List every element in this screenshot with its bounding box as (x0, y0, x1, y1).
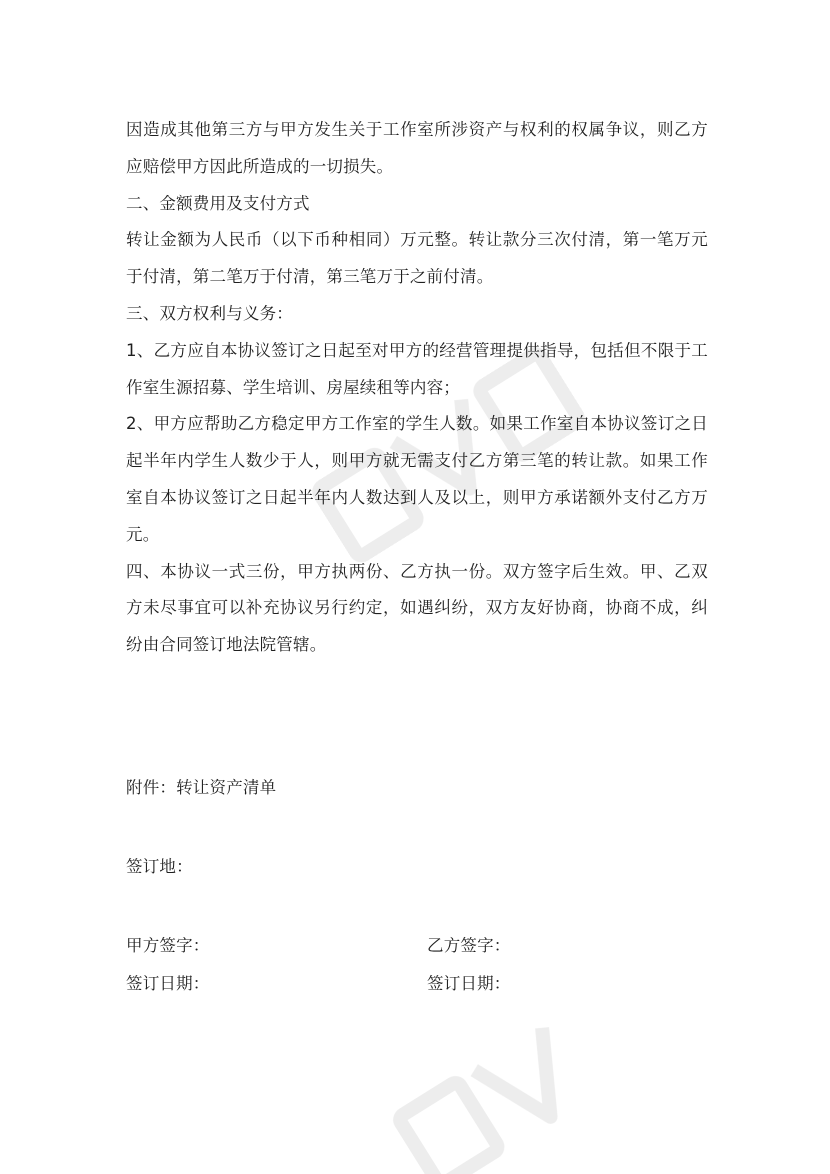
party-a-date-label: 签订日期： (126, 974, 210, 993)
paragraph-clause-2: 2、甲方应帮助乙方稳定甲方工作室的学生人数。如果工作室自本协议签订之日起半年内学生人数少于人，则甲方就无需支付乙方第三笔的转让款。如果工作室自本协议签订之日起半年内人数达到人及以上，则甲方承诺额外支付乙方万元。 (126, 414, 708, 544)
paragraph-clause-4: 四、本协议一式三份，甲方执两份、乙方执一份。双方签字后生效。甲、乙双方未尽事宜可以补充协议另行约定，如遇纠纷，双方友好协商，协商不成，纠纷由合同签订地法院管辖。 (126, 561, 708, 655)
party-b-date-label: 签订日期： (427, 974, 511, 993)
paragraph-clause-1: 1、乙方应自本协议签订之日起至对甲方的经营管理提供指导，包括但不限于工作室生源招募、学生培训、房屋续租等内容； (126, 340, 708, 397)
party-b-signature-label: 乙方签字： (427, 936, 511, 955)
section-heading-fees: 二、金额费用及支付方式 (126, 193, 310, 213)
signing-place-label: 签订地： (126, 857, 193, 876)
section-heading-rights: 三、双方权利与义务： (126, 303, 293, 323)
party-a-signature-label: 甲方签字： (126, 936, 210, 955)
attachment-label: 附件：转让资产清单 (126, 778, 277, 797)
paragraph-payment-terms: 转让金额为人民币（以下币种相同）万元整。转让款分三次付清，第一笔万元于付清，第二笔万于付清，第三笔万于之前付清。 (126, 230, 708, 287)
contract-body (126, 112, 708, 664)
paragraph-loss-compensation: 因造成其他第三方与甲方发生关于工作室所涉资产与权利的权属争议，则乙方应赔偿甲方因此所造成的一切损失。 (126, 120, 708, 176)
